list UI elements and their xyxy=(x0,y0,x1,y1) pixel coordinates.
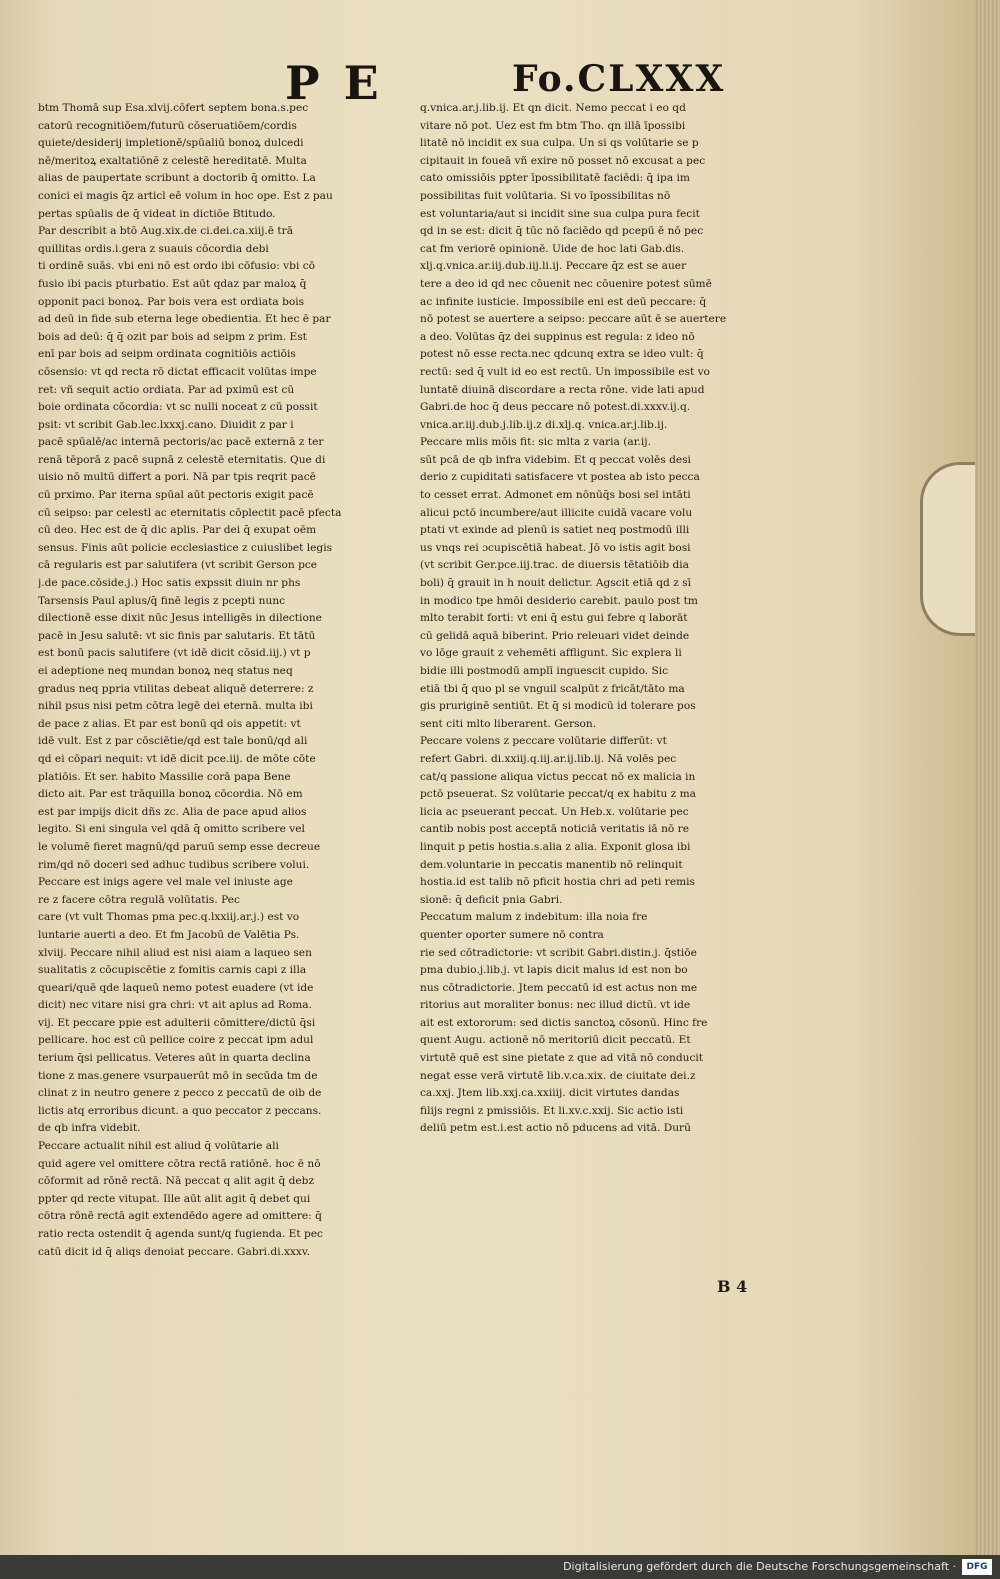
text-line: negat esse verā virtutē lib.v.ca.xix. de ciuitate dei.z xyxy=(420,1069,696,1082)
text-line: nē/meritoꝝ exaltatiōnē z celestē hereditatē. Multa xyxy=(38,154,307,167)
text-line: dicit) nec vitare nisi gra chri: vt ait aplus ad Roma. xyxy=(38,999,312,1012)
text-line: rim/qd nō doceri sed adhuc tudibus scribere volui. xyxy=(38,858,310,871)
text-line: queari/quē qde laqueū nemo potest euadere (vt ide xyxy=(38,981,314,994)
text-line: pma dubio.j.lib.j. vt lapis dicit malus id est non bo xyxy=(420,964,688,977)
text-line: ratio recta ostendit q̄ agenda sunt/q fugienda. Et pec xyxy=(38,1228,323,1240)
text-line: litatē nō incidit ex sua culpa. Un si qs volūtarie se p xyxy=(420,137,699,150)
text-line: Peccare est inigs agere vel male vel iniuste age xyxy=(38,876,293,889)
text-line: qd ei cōpari nequit: vt idē dicit pce.iij. de mōte cōte xyxy=(38,752,316,765)
text-line: hostia.id est talib nō pficit hostia chri ad peti remis xyxy=(420,876,695,889)
text-line: cōformit ad rōnē rectā. Nā peccat q alit agit q̄ debz xyxy=(38,1175,315,1188)
signature-mark: B 4 xyxy=(717,1277,748,1296)
running-head-right: Fo.CLXXX xyxy=(512,58,726,100)
text-line: q.vnica.ar.j.lib.ij. Et qn dicit. Nemo peccat i eo qd xyxy=(420,102,686,114)
text-line: xlj.q.vnica.ar.iij.dub.iij.li.ij. Peccare q̄z est se auer xyxy=(420,260,687,273)
text-line: tere a deo id qd nec cōuenit nec cōuenire potest sūmē xyxy=(420,277,712,290)
text-line: platiōis. Et ser. habito Massilie corā papa Bene xyxy=(38,770,291,783)
text-line: etiā tbi q̄ quo pl se vnguil scalpūt z fricāt/tāto ma xyxy=(420,682,685,695)
text-line: refert Gabri. di.xxiij.q.iij.ar.ij.lib.ij. Nā volēs pec xyxy=(420,752,677,765)
text-column-right xyxy=(420,100,785,1138)
text-line: virtutē quē est sine pietate z que ad vitā nō conducit xyxy=(420,1052,704,1065)
text-line: nō potest se auertere a seipso: peccare aūt ē se auertere xyxy=(420,313,727,326)
text-line: idē vult. Est z par cōsciētie/qd est tale bonū/qd ali xyxy=(38,735,308,748)
text-line: ei adeptione neq mundan bonoꝝ neq status neq xyxy=(38,665,293,677)
text-line: ait est extororum: sed dictis sanctoꝝ cōsonū. Hinc fre xyxy=(420,1016,708,1029)
text-line: linquit p petis hostia.s.alia z alia. Exponit glosa ibi xyxy=(420,840,691,853)
text-line: bois ad deū: q̄ q̄ ozit par bois ad seipm z prim. Est xyxy=(38,330,307,343)
text-line: cōtra rōnē rectā agit extendēdo agere ad omittere: q̄ xyxy=(38,1210,322,1223)
text-line: quillitas ordis.i.gera z suauis cōcordia debi xyxy=(38,242,269,255)
text-line: ac infinite iusticie. Impossibile eni est deū peccare: q̄ xyxy=(420,295,707,308)
text-line: enī par bois ad seipm ordinata cognitiōis actiōis xyxy=(38,348,296,361)
text-line: gis pruriginē sentiūt. Et q̄ si modicū id tolerare pos xyxy=(420,700,696,713)
text-line: cat/q passione aliqua victus peccat nō ex malicia in xyxy=(420,770,696,783)
text-line: cat fm veriorē opinionē. Uide de hoc lati Gab.dis. xyxy=(420,242,685,255)
text-line: xlviij. Peccare nihil aliud est nisi aiam a laqueo sen xyxy=(38,946,312,959)
text-line: nus cōtradictorie. Jtem peccatū id est actus non me xyxy=(420,981,698,994)
text-line: dem.voluntarie in peccatis manentib nō relinquit xyxy=(420,858,683,871)
text-line: ppter qd recte vitupat. Ille aūt alit agit q̄ debet qui xyxy=(38,1192,311,1205)
text-line: vij. Et peccare ppie est adulterii cōmittere/dictū q̄si xyxy=(38,1016,316,1029)
text-line: Peccatum malum z indebitum: illa noia fre xyxy=(420,911,648,924)
text-line: sualitatis z cōcupiscētie z fomitis carnis capi z illa xyxy=(38,964,307,977)
text-line: pertas spūalis de q̄ videat in dictiōe Btitudo. xyxy=(38,207,276,220)
running-head-left: P E xyxy=(285,56,383,110)
text-line: tione z mas.genere vsurpauerūt mō in secūda tm de xyxy=(38,1069,318,1082)
text-column-left xyxy=(38,100,403,1261)
text-line: cū gelidā aquā biberint. Prio releuari videt deinde xyxy=(420,629,690,642)
text-line: est par impijs dicit dñs zc. Alia de pace apud alios xyxy=(38,805,307,818)
text-line: catorū recognitiōem/futurū cōseruatiōem/cordis xyxy=(38,119,297,132)
text-line: clinat z in neutro genere z pecco z peccatū de oib de xyxy=(38,1087,322,1100)
text-line: renā tēporā z pacē supnā z celestē eternitatis. Que di xyxy=(38,453,326,466)
text-line: boie ordinata cōcordia: vt sc nulli noceat z cū possit xyxy=(38,401,318,414)
page-tab-marker xyxy=(920,462,975,636)
text-line: nihil psus nisi petm cōtra legē dei eternā. multa ibi xyxy=(38,700,313,713)
text-line: pctō pseuerat. Sz volūtarie peccat/q ex habitu z ma xyxy=(420,788,696,801)
text-line: bidie illi postmodū amplī inguescit cupido. Sic xyxy=(420,665,669,677)
text-line: ti ordinē suās. vbi eni nō est ordo ibi cōfusio: vbi cō xyxy=(38,260,316,273)
text-line: sūt pcā de qb infra videbim. Et q peccat volēs desi xyxy=(420,453,691,466)
text-line: mlto terabit forti: vt eni q̄ estu gui febre q laborāt xyxy=(420,612,688,625)
text-line: cū seipso: par celestl ac eternitatis cōplectit pacē pfecta xyxy=(38,506,342,519)
text-line: alias de paupertate scribunt a doctorib q̄ omitto. La xyxy=(38,172,316,185)
text-line: opponit paci bonoꝝ. Par bois vera est ordiata bois xyxy=(38,295,305,308)
text-line: qd in se est: dicit q̄ tūc nō faciēdo qd pcepū ē nō pec xyxy=(420,225,704,238)
text-line: de qb infra videbit. xyxy=(38,1122,141,1135)
text-line: vo lōge grauit z vehemēti affligunt. Sic explera li xyxy=(420,647,682,660)
text-line: rie sed cōtradictorie: vt scribit Gabri.distin.j. q̄stiōe xyxy=(420,946,697,959)
text-line: a deo. Volūtas q̄z dei suppinus est regula: z ideo nō xyxy=(420,330,695,343)
text-line: cipitauit in foueā vñ exire nō posset nō excusat a pec xyxy=(420,154,706,167)
text-line: Peccare volens z peccare volūtarie differūt: vt xyxy=(420,735,667,748)
text-line: ret: vñ sequit actio ordiata. Par ad pximū est cū xyxy=(38,383,295,396)
text-line: Peccare mlis mōis fit: sic mlta z varia (ar.ij. xyxy=(420,436,651,449)
text-line: quent Augu. actionē nō meritoriū dicit peccatū. Et xyxy=(420,1034,691,1047)
text-line: boli) q̄ grauit in h nouit delictur. Agscit etiā qd z sī xyxy=(420,577,691,590)
page-edge xyxy=(975,0,1000,1555)
text-line: fusio ibi pacis pturbatio. Est aūt qdaz par maloꝝ q̄ xyxy=(38,277,307,290)
text-line: Gabri.de hoc q̄ deus peccare nō potest.di.xxxv.ij.q. xyxy=(420,401,691,414)
text-line: ritorius aut moraliter bonus: nec illud dictū. vt ide xyxy=(420,999,691,1012)
text-line: cōsensio: vt qd recta rō dictat efficacit volūtas impe xyxy=(38,365,317,378)
text-line: re z facere cōtra regulā volūtatis. Pec xyxy=(38,893,240,906)
text-line: le volumē fieret magnū/qd paruū semp esse decreue xyxy=(38,840,321,853)
text-line: cā regularis est par salutifera (vt scribit Gerson pce xyxy=(38,559,318,572)
text-line: deliū petm est.i.est actio nō pducens ad vitā. Durū xyxy=(420,1122,691,1135)
text-line: ad deū in fide sub eterna lege obedientia. Et hec ē par xyxy=(38,313,331,326)
text-line: cū deo. Hec est de q̄ dic aplis. Par dei q̄ exupat oēm xyxy=(38,524,317,537)
text-line: est bonū pacis salutifere (vt idē dicit cōsid.iij.) vt p xyxy=(38,647,311,660)
footer-credit: Digitalisierung gefördert durch die Deutsche Forschungsgemeinschaft · xyxy=(563,1560,956,1573)
text-line: derio z cupiditati satisfacere vt postea ab isto pecca xyxy=(420,471,700,484)
text-line: sent citi mlto liberarent. Gerson. xyxy=(420,717,597,730)
text-line: sensus. Finis aūt policie ecclesiastice z cuiuslibet legis xyxy=(38,541,333,554)
dfg-logo: DFG xyxy=(962,1559,992,1575)
text-line: pellicare. hoc est cū pellice coire z peccat ipm adul xyxy=(38,1034,314,1047)
text-line: (vt scribit Ger.pce.iij.trac. de diuersis tētatiōib dia xyxy=(420,559,689,572)
text-line: filijs regni z pmissiōis. Et li.xv.c.xxij. Sic actio isti xyxy=(420,1104,684,1117)
text-line: catū dicit id q̄ aliqs denoiat peccare. Gabri.di.xxxv. xyxy=(38,1245,310,1258)
text-line: conici ei magis q̄z articl eē volum in hoc ope. Est z pau xyxy=(38,189,333,202)
text-line: in modico tpe hmōi desiderio carebit. paulo post tm xyxy=(420,594,698,607)
text-line: j.de pace.cōside.j.) Hoc satis expssit diuin nr phs xyxy=(38,577,301,590)
text-line: licia ac pseuerant peccat. Un Heb.x. volūtarie pec xyxy=(420,805,689,818)
text-line: care (vt vult Thomas pma pec.q.lxxiij.ar.j.) est vo xyxy=(38,911,300,924)
text-line: dicto ait. Par est trāquilla bonoꝝ cōcordia. Nō em xyxy=(38,788,303,801)
text-line: legito. Si eni singula vel qdā q̄ omitto scribere vel xyxy=(38,823,305,836)
text-line: quid agere vel omittere cōtra rectā ratiōnē. hoc ē nō xyxy=(38,1157,321,1170)
text-line: vitare nō pot. Uez est fm btm Tho. qn illā īpossibi xyxy=(420,119,686,132)
text-line: btm Thomā sup Esa.xlvij.cōfert septem bona.s.pec xyxy=(38,102,309,114)
text-line: luntatē diuinā discordare a recta rōne. vide lati apud xyxy=(420,383,705,396)
text-line: psit: vt scribit Gab.lec.lxxxj.cano. Diuidit z par i xyxy=(38,418,294,431)
text-line: Par describit a btō Aug.xix.de ci.dei.ca.xiij.ē trā xyxy=(38,225,294,238)
text-line: Tarsensis Paul aplus/q̄ finē legis z pcepti nunc xyxy=(38,594,286,607)
text-line: lictis atq erroribus dicunt. a quo peccator z peccans. xyxy=(38,1104,322,1117)
text-line: potest nō esse recta.nec qdcunq extra se ideo vult: q̄ xyxy=(420,348,704,361)
text-line: uisio nō multū differt a pori. Nā par tpis reqrit pacē xyxy=(38,471,316,484)
text-line: gradus neq ppria vtilitas debeat aliquē deterrere: z xyxy=(38,682,314,695)
text-line: pacē in Jesu salutē: vt sic finis par salutaris. Et tātū xyxy=(38,629,316,642)
text-line: alicui pctō incumbere/aut illicite cuidā vacare volu xyxy=(420,506,693,519)
text-line: quenter oporter sumere nō contra xyxy=(420,928,604,941)
text-line: terium q̄si pellicatus. Veteres aūt in quarta declina xyxy=(38,1052,311,1065)
text-line: est voluntaria/aut si incidit sine sua culpa pura fecit xyxy=(420,207,700,220)
text-line: rectū: sed q̄ vult id eo est rectū. Un impossibile est vo xyxy=(420,365,710,378)
text-line: luntarie auerti a deo. Et fm Jacobū de Valētia Ps. xyxy=(38,928,300,941)
text-line: cato omissiōis pꝑter īpossibilitatē faciēdi: q̄ ipa im xyxy=(420,172,690,185)
text-line: us vnqs rei ɔcupiscētiā habeat. Jō vo istis agit bosi xyxy=(420,541,691,554)
text-line: Peccare actualit nihil est aliud q̄ volūtarie ali xyxy=(38,1140,279,1153)
text-line: quiete/desiderij impletionē/spūaliū bonoꝝ dulcedi xyxy=(38,137,304,150)
text-line: to cesset errat. Admonet em nōnūq̄s bosi sel intāti xyxy=(420,489,691,502)
footer-bar xyxy=(0,1555,1000,1579)
text-line: sionē: q̄ deficit pnia Gabri. xyxy=(420,893,563,906)
text-line: pacē spūalē/ac internā pectoris/ac pacē externā z ter xyxy=(38,436,324,449)
text-line: cū prximo. Par iterna spūal aūt pectoris exigit pacē xyxy=(38,489,314,502)
text-line: vnica.ar.iij.dub.j.lib.ij.z di.xlj.q. vnica.ar.j.lib.ij. xyxy=(420,418,668,431)
text-line: possibilitas fuit volūtaria. Si vo īpossibilitas nō xyxy=(420,189,671,202)
text-line: dilectionē esse dixit nūc Jesus intelligēs in dilectione xyxy=(38,612,322,625)
text-line: ca.xxj. Jtem lib.xxj.ca.xxiiij. dicit virtutes dandas xyxy=(420,1087,680,1100)
text-line: ptati vt exinde ad plenū is satiet neq postmodū illi xyxy=(420,524,690,537)
text-line: cantib nobis post acceptā noticiā veritatis iā nō re xyxy=(420,823,689,836)
text-line: de pace z alias. Et par est bonū qd ois appetit: vt xyxy=(38,717,301,730)
